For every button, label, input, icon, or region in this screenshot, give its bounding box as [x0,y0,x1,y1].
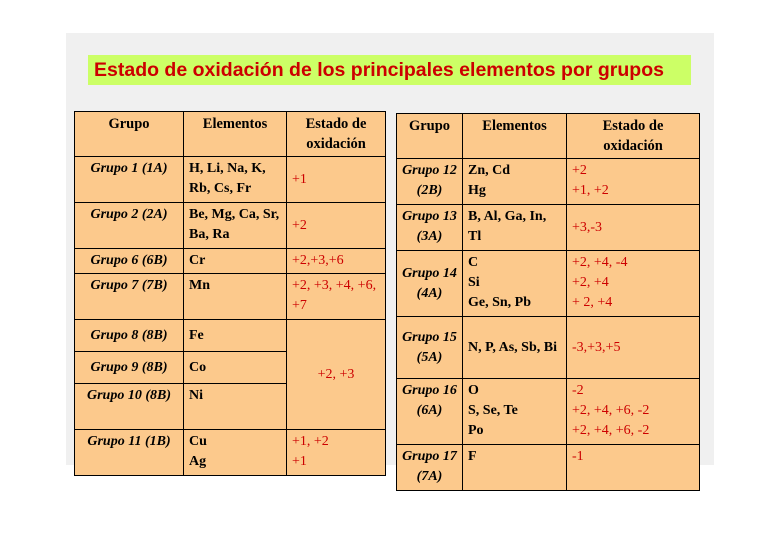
slide-title: Estado de oxidación de los principales elementos por grupos [88,55,691,85]
table-header-row [397,114,700,159]
oxidation-cell: +2, +4, -4 +2, +4 + 2, +4 [567,251,700,317]
table-row [75,274,386,320]
table-row [75,157,386,203]
oxidation-cell: +2,+3,+6 [287,249,386,274]
table-row [397,159,700,205]
table-row [75,203,386,249]
group-cell: Grupo 2 (2A) [75,203,184,249]
table-row [397,205,700,251]
elements-cell: H, Li, Na, K, Rb, Cs, Fr [184,157,287,203]
group-cell: Grupo 10 (8B) [75,384,184,430]
oxidation-cell: -2 +2, +4, +6, -2 +2, +4, +6, -2 [567,379,700,445]
oxidation-cell: +3,-3 [567,205,700,251]
elements-cell: Fe [184,320,287,352]
group-cell: Grupo 7 (7B) [75,274,184,320]
elements-cell: Co [184,352,287,384]
header-estado: Estado de oxidación [567,114,700,159]
table-row [75,249,386,274]
oxidation-cell: -1 [567,445,700,491]
group-cell: Grupo 11 (1B) [75,430,184,476]
elements-cell: N, P, As, Sb, Bi [463,317,567,379]
table-row [397,251,700,317]
oxidation-cell: +1, +2 +1 [287,430,386,476]
elements-cell: O S, Se, Te Po [463,379,567,445]
header-grupo: Grupo [397,114,463,159]
elements-cell: Zn, Cd Hg [463,159,567,205]
header-estado: Estado de oxidación [287,112,386,157]
group-cell: Grupo 16 (6A) [397,379,463,445]
group-cell: Grupo 15 (5A) [397,317,463,379]
elements-cell: C Si Ge, Sn, Pb [463,251,567,317]
header-elementos: Elementos [463,114,567,159]
right-oxidation-table [396,113,700,491]
elements-cell: B, Al, Ga, In, Tl [463,205,567,251]
elements-cell: Cr [184,249,287,274]
elements-cell: Mn [184,274,287,320]
table-row [75,430,386,476]
table-row [397,379,700,445]
slide [66,33,714,484]
group-cell: Grupo 9 (8B) [75,352,184,384]
left-oxidation-table [74,111,386,476]
table-header-row [75,112,386,157]
group-cell: Grupo 8 (8B) [75,320,184,352]
group-cell: Grupo 13 (3A) [397,205,463,251]
elements-cell: Ni [184,384,287,430]
group-cell: Grupo 1 (1A) [75,157,184,203]
table-row [75,320,386,352]
group-cell: Grupo 12 (2B) [397,159,463,205]
elements-cell: F [463,445,567,491]
oxidation-cell: +2, +3, +4, +6, +7 [287,274,386,320]
elements-cell: Cu Ag [184,430,287,476]
table-row [397,445,700,491]
oxidation-cell: +2 [287,203,386,249]
header-grupo: Grupo [75,112,184,157]
group-cell: Grupo 17 (7A) [397,445,463,491]
elements-cell: Be, Mg, Ca, Sr, Ba, Ra [184,203,287,249]
group-cell: Grupo 14 (4A) [397,251,463,317]
oxidation-cell: -3,+3,+5 [567,317,700,379]
header-elementos: Elementos [184,112,287,157]
table-row [397,317,700,379]
oxidation-cell: +1 [287,157,386,203]
oxidation-cell: +2 +1, +2 [567,159,700,205]
oxidation-cell-merged: +2, +3 [287,320,386,430]
group-cell: Grupo 6 (6B) [75,249,184,274]
